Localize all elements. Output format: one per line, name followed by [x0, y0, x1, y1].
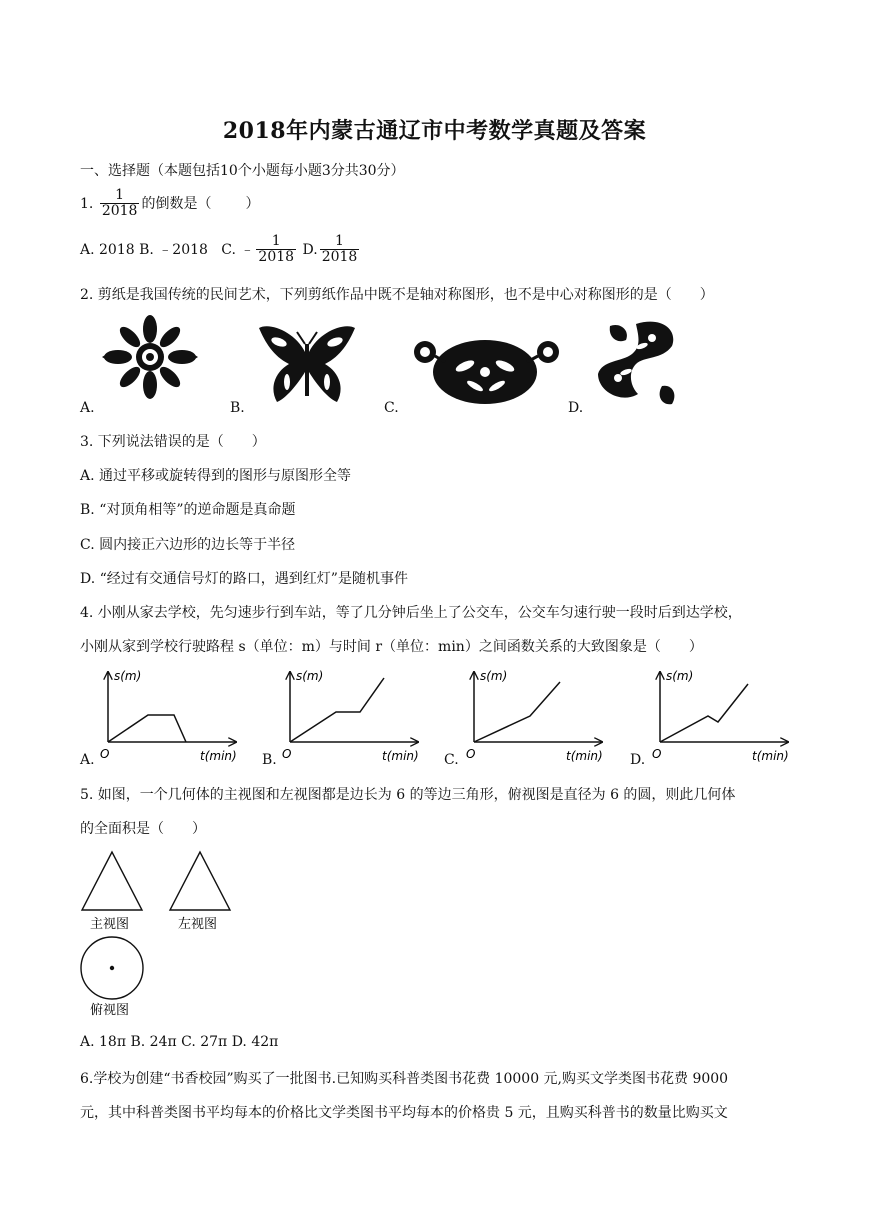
origin-label: O — [282, 747, 292, 761]
q4-graph-b — [278, 666, 428, 766]
q1-option-c-den: 2018 — [258, 249, 295, 266]
question-4-line-2: 小刚从家到学校行驶路程 s（单位：m）与时间 r（单位：min）之间函数关系的大致图象是（ ） — [80, 639, 703, 655]
q1-fraction — [100, 188, 140, 220]
q1-frac-denominator: 2018 — [101, 203, 138, 220]
x-axis-label: t(min) — [752, 749, 789, 763]
q1-option-d-fraction — [320, 234, 360, 266]
y-axis-label: s(m) — [480, 669, 508, 683]
papercut-a-image — [95, 312, 205, 402]
q2-label-d: D. — [568, 400, 584, 416]
question-4-line-1: 4. 小刚从家去学校，先匀速步行到车站，等了几分钟后坐上了公交车，公交车匀速行驶一段时后到达学校， — [80, 605, 742, 621]
q4-label-d: D. — [630, 752, 646, 768]
graph-b-curve — [290, 678, 384, 742]
front-view-label: 主视图 — [90, 917, 130, 932]
q1-option-c-num: 1 — [256, 234, 296, 250]
section-heading: 一、选择题（本题包括10个小题每小题3分共30分） — [80, 163, 405, 179]
q2-label-b: B. — [230, 400, 245, 416]
question-6-line-1: 6.学校为创建“书香校园”购买了一批图书.已知购买科普类图书花费 10000 元,购买文学类图书花费 9000 — [80, 1071, 729, 1087]
q2-label-a: A. — [80, 400, 95, 416]
q1-option-c-prefix: C. ﹣ — [221, 241, 255, 258]
q4-label-a: A. — [80, 752, 95, 768]
q1-frac-numerator: 1 — [100, 188, 140, 204]
origin-label: O — [652, 747, 662, 761]
question-3: 3. 下列说法错误的是（ ） — [80, 434, 266, 450]
q1-option-a: A. 2018 — [80, 241, 135, 258]
q1-option-b: B. ﹣2018 — [139, 241, 208, 258]
q1-text: 的倒数是（ — [141, 195, 212, 212]
question-2: 2. 剪纸是我国传统的民间艺术，下列剪纸作品中既不是轴对称图形，也不是中心对称图形的是（ ） — [80, 287, 714, 303]
q3-option-a: A. 通过平移或旋转得到的图形与原图形全等 — [80, 468, 352, 484]
papercut-b-butterfly-image — [255, 322, 359, 410]
origin-label: O — [100, 747, 110, 761]
q4-label-c: C. — [444, 752, 459, 768]
left-view-label: 左视图 — [178, 917, 218, 932]
q1-option-d-den: 2018 — [321, 249, 358, 266]
question-1 — [80, 188, 259, 220]
q1-number: 1. — [80, 195, 94, 212]
top-view-center-dot — [110, 966, 114, 970]
q1-option-c-fraction — [256, 234, 296, 266]
q4-graph-a — [96, 666, 246, 766]
y-axis-label: s(m) — [296, 669, 324, 683]
front-view-triangle — [82, 852, 142, 910]
origin-label: O — [466, 747, 476, 761]
q4-graph-d — [648, 666, 798, 766]
graph-d-curve — [660, 684, 748, 742]
y-axis-label: s(m) — [114, 669, 142, 683]
q4-label-b: B. — [262, 752, 277, 768]
q1-option-d-prefix: D. — [302, 241, 318, 258]
q5-options: A. 18π B. 24π C. 27π D. 42π — [80, 1034, 279, 1050]
q1-close: ） — [245, 195, 260, 212]
q2-label-c: C. — [384, 400, 399, 416]
q1-options — [80, 234, 361, 266]
q1-option-d-num: 1 — [320, 234, 360, 250]
y-axis-label: s(m) — [666, 669, 694, 683]
q3-option-b: B. “对顶角相等”的逆命题是真命题 — [80, 502, 296, 518]
papercut-d-image — [592, 316, 682, 412]
graph-a-curve — [108, 715, 186, 742]
x-axis-label: t(min) — [382, 749, 419, 763]
question-5-line-2: 的全面积是（ ） — [80, 821, 206, 837]
papercut-c-image — [405, 330, 565, 414]
q5-three-views-figure — [78, 848, 248, 1020]
graph-c-curve — [474, 682, 560, 742]
q3-option-c: C. 圆内接正六边形的边长等于半径 — [80, 537, 296, 553]
question-6-line-2: 元，其中科普类图书平均每本的价格比文学类图书平均每本的价格贵 5 元，且购买科普书的数量比购买文 — [80, 1105, 728, 1121]
page-title: 2018年内蒙古通辽市中考数学真题及答案 — [222, 118, 647, 144]
q3-option-d: D. “经过有交通信号灯的路口，遇到红灯”是随机事件 — [80, 571, 408, 587]
question-5-line-1: 5. 如图，一个几何体的主视图和左视图都是边长为 6 的等边三角形，俯视图是直径为 6 的圆，则此几何体 — [80, 787, 736, 803]
left-view-triangle — [170, 852, 230, 910]
x-axis-label: t(min) — [566, 749, 603, 763]
q4-graph-c — [462, 666, 612, 766]
x-axis-label: t(min) — [200, 749, 237, 763]
top-view-label: 俯视图 — [90, 1003, 130, 1018]
